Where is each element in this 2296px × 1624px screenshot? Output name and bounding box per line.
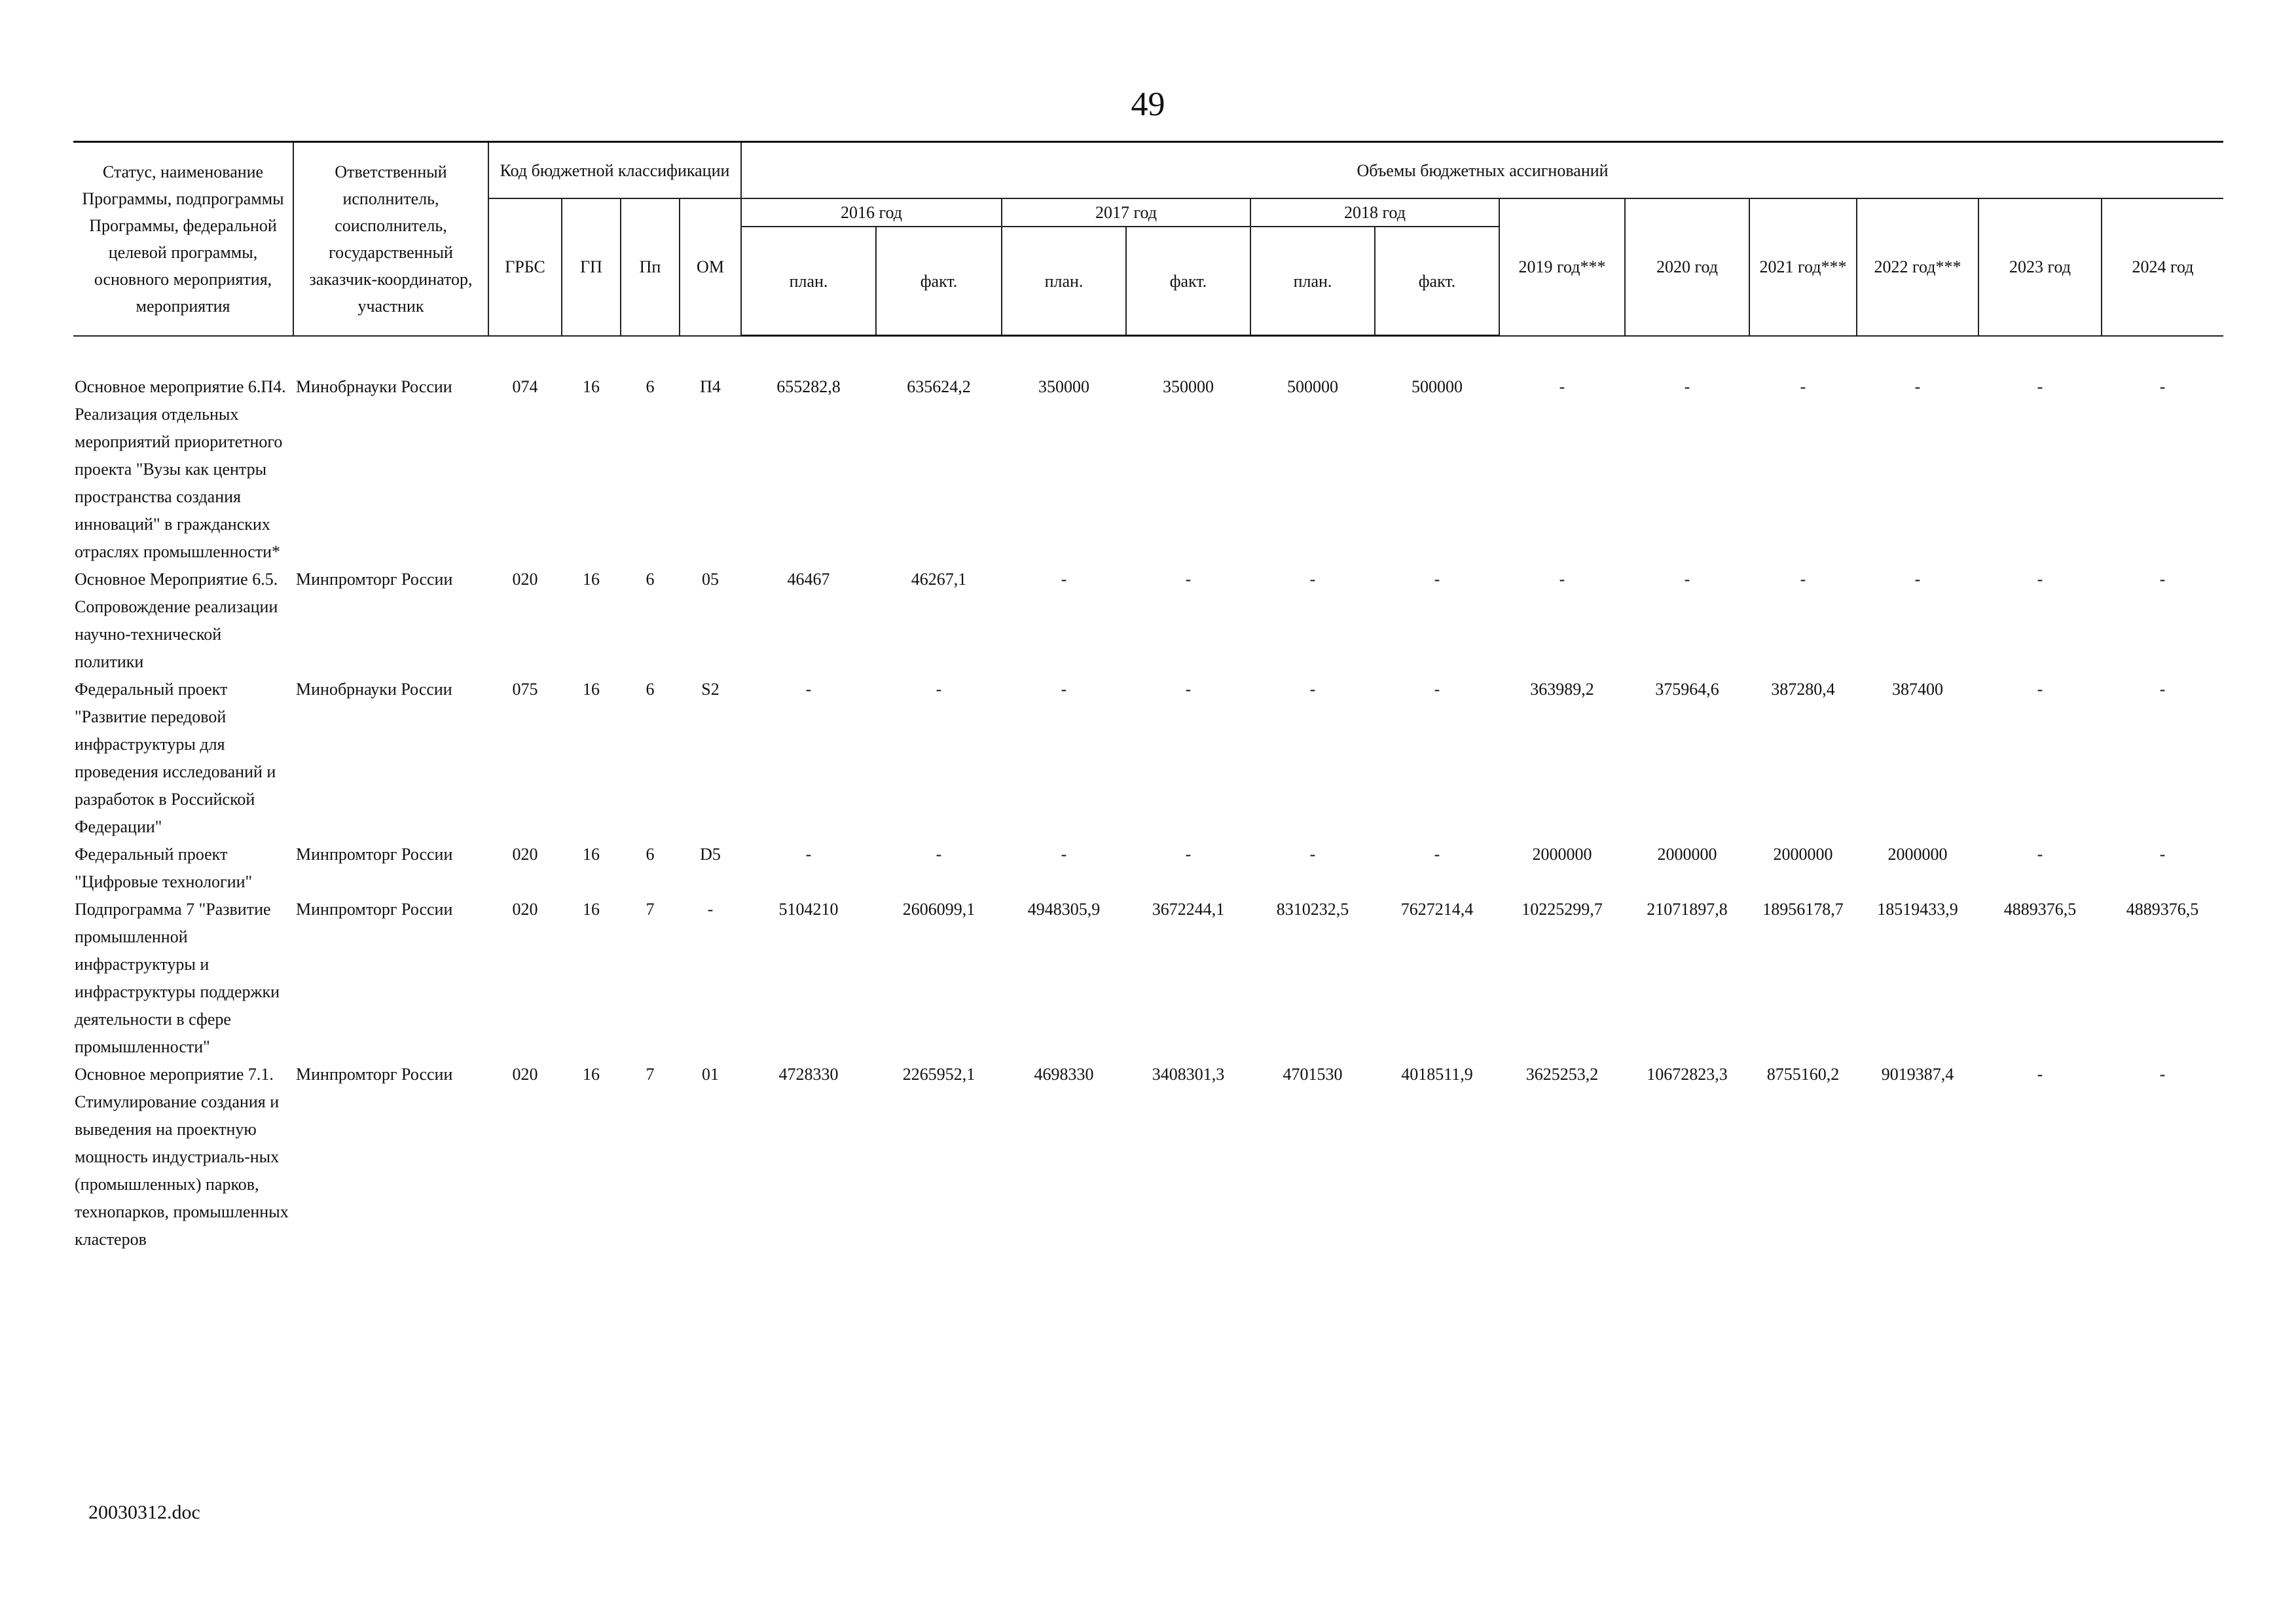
header-year-2023: 2023 год	[1978, 198, 2102, 336]
row-executor: Минобрнауки России	[296, 680, 452, 699]
row-grbs: 074	[512, 377, 538, 396]
row-value: -	[1309, 845, 1316, 864]
row-value: -	[1061, 845, 1067, 864]
row-value: 2000000	[1657, 845, 1717, 864]
row-name: Подпрограмма 7 "Развитие промышленной инфраструктуры и инфраструктуры поддержки деятельности в сфере промышленности"	[75, 900, 280, 1056]
header-2016-fact: факт.	[876, 227, 1002, 336]
header-grbs: ГРБС	[488, 198, 562, 336]
row-value: -	[2037, 570, 2043, 589]
row-name: Федеральный проект "Цифровые технологии"	[75, 845, 253, 891]
header-year-2019: 2019 год***	[1499, 198, 1625, 336]
row-value: -	[2159, 680, 2166, 699]
row-pp: 6	[646, 845, 655, 864]
row-om: D5	[700, 845, 721, 864]
row-om: 05	[702, 570, 719, 589]
row-value: 375964,6	[1655, 680, 1719, 699]
row-value: 655282,8	[776, 377, 841, 396]
row-value: -	[2037, 680, 2043, 699]
row-value: -	[2159, 570, 2166, 589]
row-executor: Минпромторг России	[296, 570, 453, 589]
row-pp: 6	[646, 680, 655, 699]
budget-allocation-table	[73, 141, 2223, 1253]
document-footer-id: 20030312.doc	[88, 1502, 200, 1523]
row-value: 8310232,5	[1276, 900, 1349, 919]
row-value: 500000	[1287, 377, 1338, 396]
row-value: -	[1434, 845, 1440, 864]
header-year-2022: 2022 год***	[1857, 198, 1978, 336]
row-value: -	[805, 680, 812, 699]
table-row	[73, 1061, 2223, 1253]
row-value: -	[1914, 570, 1921, 589]
header-year-2017: 2017 год	[1002, 198, 1250, 227]
row-value: 3672244,1	[1152, 900, 1225, 919]
row-value: -	[1684, 377, 1690, 396]
header-2017-fact: факт.	[1126, 227, 1250, 336]
row-pp: 7	[646, 900, 655, 919]
row-value: -	[805, 845, 812, 864]
row-value: 4948305,9	[1027, 900, 1101, 919]
row-value: -	[1061, 680, 1067, 699]
table-row	[73, 841, 2223, 896]
table-row	[73, 676, 2223, 841]
row-value: 350000	[1163, 377, 1214, 396]
header-2017-plan: план.	[1002, 227, 1126, 336]
row-grbs: 020	[512, 845, 538, 864]
row-executor: Минпромторг России	[296, 1065, 453, 1084]
row-value: -	[1309, 680, 1316, 699]
header-2018-fact: факт.	[1375, 227, 1499, 336]
row-value: 18956178,7	[1762, 900, 1844, 919]
row-value: 350000	[1038, 377, 1089, 396]
row-value: 46267,1	[911, 570, 967, 589]
row-value: 4698330	[1034, 1065, 1094, 1084]
row-value: 2606099,1	[902, 900, 975, 919]
row-om: 01	[702, 1065, 719, 1084]
row-value: 500000	[1412, 377, 1463, 396]
row-value: 4018511,9	[1401, 1065, 1473, 1084]
row-executor: Минпромторг России	[296, 845, 453, 864]
row-value: 9019387,4	[1881, 1065, 1954, 1084]
row-value: 4701530	[1283, 1065, 1343, 1084]
row-gp: 16	[583, 377, 600, 396]
table-row	[73, 373, 2223, 566]
row-value: -	[2037, 845, 2043, 864]
row-grbs: 020	[512, 570, 538, 589]
row-value: -	[2159, 845, 2166, 864]
row-value: -	[2037, 377, 2043, 396]
row-grbs: 075	[512, 680, 538, 699]
header-budget-code: Код бюджетной классификации	[488, 142, 741, 199]
row-value: 10225299,7	[1522, 900, 1603, 919]
budget-table-wrapper	[73, 141, 2223, 1253]
row-gp: 16	[583, 680, 600, 699]
row-value: 3408301,3	[1152, 1065, 1225, 1084]
row-pp: 6	[646, 377, 655, 396]
row-value: 363989,2	[1530, 680, 1594, 699]
row-value: -	[1684, 570, 1690, 589]
row-pp: 6	[646, 570, 655, 589]
row-value: -	[1434, 680, 1440, 699]
header-om: ОМ	[680, 198, 741, 336]
row-value: 18519433,9	[1877, 900, 1958, 919]
row-om: П4	[700, 377, 721, 396]
row-value: -	[1914, 377, 1921, 396]
table-row	[73, 566, 2223, 676]
row-om: -	[707, 900, 714, 919]
row-gp: 16	[583, 1065, 600, 1084]
row-value: 2000000	[1532, 845, 1592, 864]
row-value: -	[1185, 845, 1192, 864]
header-year-2020: 2020 год	[1625, 198, 1749, 336]
row-value: -	[936, 845, 942, 864]
row-grbs: 020	[512, 900, 538, 919]
row-value: 2000000	[1773, 845, 1833, 864]
row-value: -	[2159, 1065, 2166, 1084]
row-gp: 16	[583, 845, 600, 864]
row-value: -	[1185, 680, 1192, 699]
row-om: S2	[701, 680, 720, 699]
header-year-2018: 2018 год	[1250, 198, 1499, 227]
row-value: 7627214,4	[1400, 900, 1474, 919]
row-value: 2265952,1	[902, 1065, 975, 1084]
header-2018-plan: план.	[1250, 227, 1375, 336]
row-executor: Минпромторг России	[296, 900, 453, 919]
row-gp: 16	[583, 570, 600, 589]
row-pp: 7	[646, 1065, 655, 1084]
header-2016-plan: план.	[741, 227, 876, 336]
row-value: 4889376,5	[2126, 900, 2199, 919]
row-value: -	[2037, 1065, 2043, 1084]
row-value: -	[1559, 377, 1565, 396]
row-value: 635624,2	[907, 377, 971, 396]
row-value: 10672823,3	[1647, 1065, 1728, 1084]
table-row	[73, 896, 2223, 1061]
row-value: 8755160,2	[1766, 1065, 1840, 1084]
row-grbs: 020	[512, 1065, 538, 1084]
row-value: 3625253,2	[1525, 1065, 1599, 1084]
page-number: 49	[1131, 86, 1165, 123]
row-value: 387280,4	[1771, 680, 1835, 699]
table-spacer-row	[73, 336, 2223, 374]
row-value: 46467	[787, 570, 830, 589]
header-status: Статус, наименование Программы, подпрограммы Программы, федеральной целевой программы, основного мероприятия, мероприятия	[73, 142, 293, 336]
row-gp: 16	[583, 900, 600, 919]
row-value: -	[936, 680, 942, 699]
row-value: -	[1800, 570, 1806, 589]
header-year-2021: 2021 год***	[1749, 198, 1857, 336]
row-value: -	[1309, 570, 1316, 589]
header-gp: ГП	[562, 198, 621, 336]
row-executor: Минобрнауки России	[296, 377, 452, 396]
row-value: 21071897,8	[1647, 900, 1728, 919]
row-value: 387400	[1892, 680, 1943, 699]
header-year-2016: 2016 год	[741, 198, 1002, 227]
row-value: -	[1061, 570, 1067, 589]
row-value: -	[1185, 570, 1192, 589]
row-value: 4889376,5	[2003, 900, 2077, 919]
header-year-2024: 2024 год	[2102, 198, 2223, 336]
row-name: Основное мероприятие 6.П4. Реализация отдельных мероприятий приоритетного проекта "Вузы как центры пространства создания инноваций" в гражданских отраслях промышленности*	[75, 377, 286, 561]
header-pp: Пп	[621, 198, 680, 336]
row-name: Основное Мероприятие 6.5. Сопровождение реализации научно-технической политики	[75, 570, 278, 671]
row-value: 2000000	[1887, 845, 1948, 864]
row-value: -	[1800, 377, 1806, 396]
row-name: Основное мероприятие 7.1. Стимулирование создания и выведения на проектную мощность индустриаль-ных (промышленных) парков, технопарков, промышленных кластеров	[75, 1065, 289, 1249]
row-name: Федеральный проект "Развитие передовой инфраструктуры для проведения исследований и разработок в Российской Федерации"	[75, 680, 276, 836]
header-budget-volume: Объемы бюджетных ассигнований	[741, 142, 2223, 199]
row-value: -	[1434, 570, 1440, 589]
row-value: 4728330	[778, 1065, 839, 1084]
table-body	[73, 336, 2223, 1254]
row-value: 5104210	[778, 900, 839, 919]
row-value: -	[1559, 570, 1565, 589]
row-value: -	[2159, 377, 2166, 396]
header-executor: Ответственный исполнитель, соисполнитель, государственный заказчик-координатор, участник	[293, 142, 488, 336]
table-header	[73, 142, 2223, 336]
